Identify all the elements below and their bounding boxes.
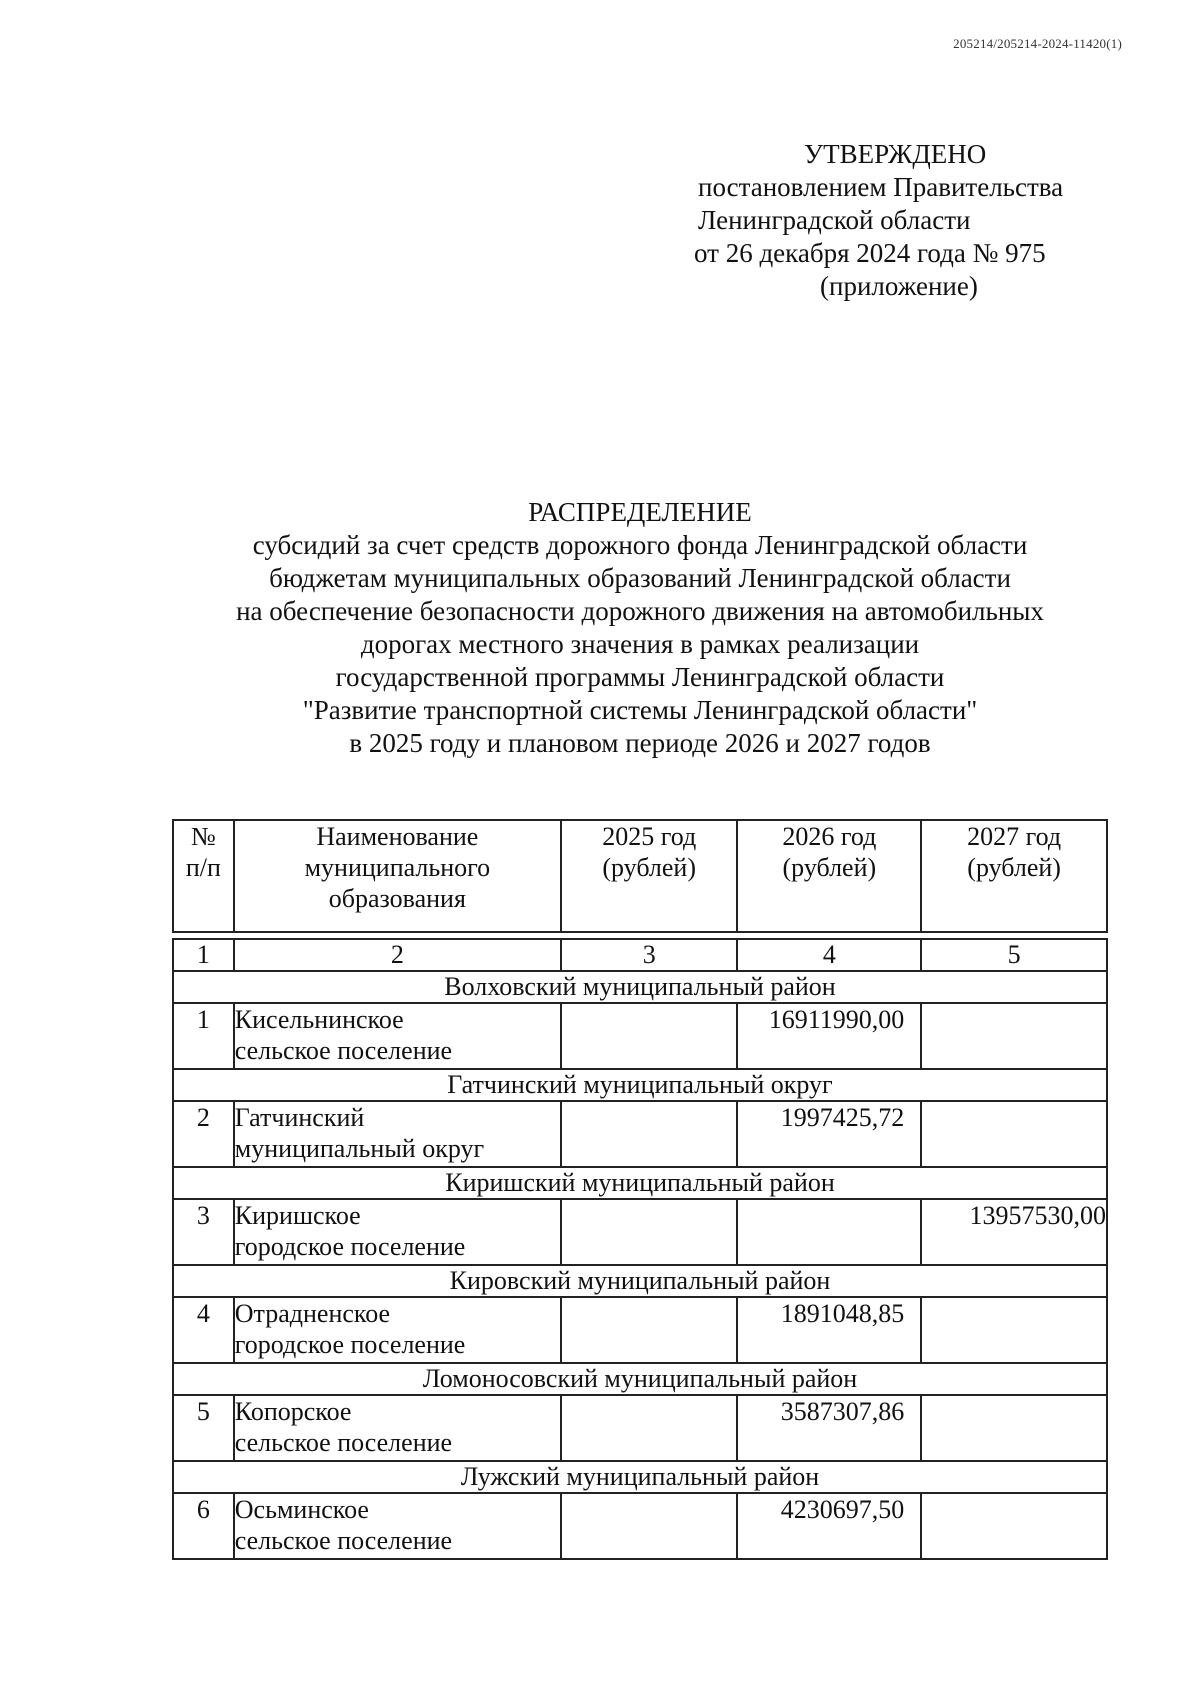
title-line: государственной программы Ленинградской области: [335, 662, 945, 692]
approval-line: Ленинградской области: [698, 205, 971, 235]
column-number: 5: [921, 939, 1107, 971]
table-spacer: [173, 932, 1107, 939]
header-2027: 2027 год (рублей): [921, 820, 1107, 932]
municipality-name: Копорское сельское поселение: [234, 1395, 561, 1461]
municipality-name: Осьминское сельское поселение: [234, 1493, 561, 1559]
title-line: дорогах местного значения в рамках реализации: [360, 629, 920, 659]
value-2026: 4230697,50: [737, 1493, 921, 1559]
table-header-row: [173, 820, 1107, 932]
value-2027: [921, 1003, 1107, 1069]
value-2027: 13957530,00: [921, 1199, 1107, 1265]
document-title: [160, 496, 1120, 760]
approval-line: (приложение): [820, 271, 978, 301]
title-heading: РАСПРЕДЕЛЕНИЕ: [528, 497, 752, 527]
title-line: бюджетам муниципальных образований Ленинградской области: [269, 563, 1011, 593]
table-row: [173, 1493, 1107, 1559]
title-line: субсидий за счет средств дорожного фонда Ленинградской области: [252, 530, 1028, 560]
value-2026: 1997425,72: [737, 1101, 921, 1167]
value-2027: [921, 1395, 1107, 1461]
municipality-name: Гатчинский муниципальный округ: [234, 1101, 561, 1167]
row-number: 4: [173, 1297, 234, 1363]
table-row: [173, 1395, 1107, 1461]
row-number: 6: [173, 1493, 234, 1559]
table-row: [173, 1003, 1107, 1069]
municipality-name: Отрадненское городское поселение: [234, 1297, 561, 1363]
district-row: Ломоносовский муниципальный район: [173, 1363, 1107, 1395]
table-row: [173, 1199, 1107, 1265]
header-number: № п/п: [173, 820, 234, 932]
row-number: 3: [173, 1199, 234, 1265]
header-2026: 2026 год (рублей): [737, 820, 921, 932]
column-number: 3: [561, 939, 738, 971]
district-row: Лужский муниципальный район: [173, 1461, 1107, 1493]
district-row: Волховский муниципальный район: [173, 971, 1107, 1003]
column-number: 2: [234, 939, 561, 971]
title-line: в 2025 году и плановом периоде 2026 и 2027 годов: [349, 728, 931, 758]
approval-line: постановлением Правительства: [698, 172, 1064, 202]
district-row: Киришский муниципальный район: [173, 1167, 1107, 1199]
municipality-name: Кисельнинское сельское поселение: [234, 1003, 561, 1069]
table-row: [173, 1297, 1107, 1363]
value-2025: [561, 1493, 738, 1559]
value-2027: [921, 1297, 1107, 1363]
value-2026: 3587307,86: [737, 1395, 921, 1461]
column-number: 1: [173, 939, 234, 971]
value-2025: [561, 1199, 738, 1265]
approval-block: [694, 138, 1098, 303]
value-2027: [921, 1493, 1107, 1559]
title-line: "Развитие транспортной системы Ленинградской области": [302, 695, 978, 725]
header-municipality-name: Наименование муниципального образования: [234, 820, 561, 932]
value-2026: [737, 1199, 921, 1265]
value-2025: [561, 1395, 738, 1461]
approval-heading: УТВЕРЖДЕНО: [804, 139, 987, 169]
subsidy-distribution-table: [172, 819, 1108, 1560]
district-row: Гатчинский муниципальный округ: [173, 1069, 1107, 1101]
header-2025: 2025 год (рублей): [561, 820, 738, 932]
column-number-row: [173, 939, 1107, 971]
row-number: 2: [173, 1101, 234, 1167]
municipality-name: Киришское городское поселение: [234, 1199, 561, 1265]
value-2025: [561, 1297, 738, 1363]
row-number: 5: [173, 1395, 234, 1461]
value-2026: 1891048,85: [737, 1297, 921, 1363]
column-number: 4: [737, 939, 921, 971]
approval-line: от 26 декабря 2024 года № 975: [694, 238, 1046, 268]
value-2025: [561, 1101, 738, 1167]
value-2026: 16911990,00: [737, 1003, 921, 1069]
table-row: [173, 1101, 1107, 1167]
row-number: 1: [173, 1003, 234, 1069]
value-2025: [561, 1003, 738, 1069]
title-line: на обеспечение безопасности дорожного движения на автомобильных: [236, 596, 1044, 626]
value-2027: [921, 1101, 1107, 1167]
district-row: Кировский муниципальный район: [173, 1265, 1107, 1297]
document-registration-number: 205214/205214-2024-11420(1): [953, 36, 1122, 51]
